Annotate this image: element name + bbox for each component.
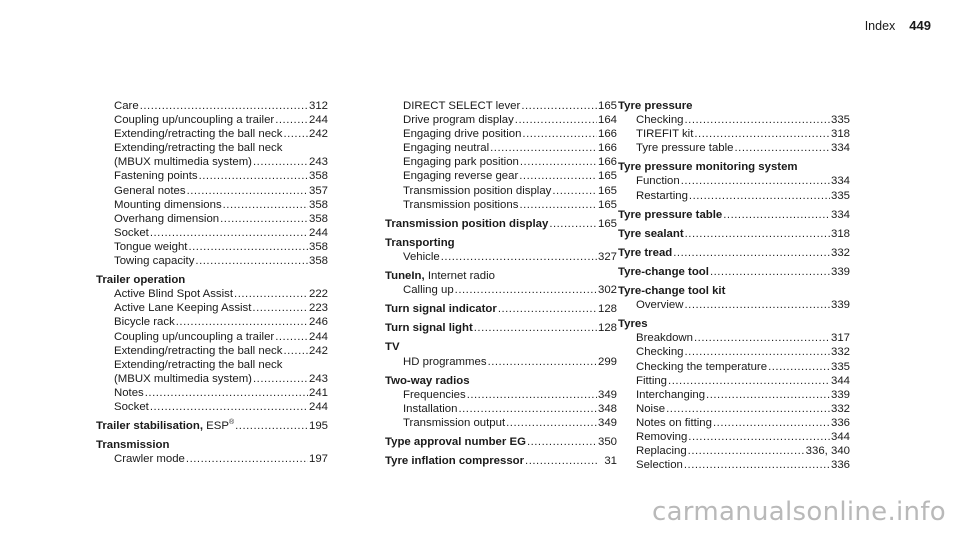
index-subentry-text: Transmission output xyxy=(403,416,506,429)
index-heading xyxy=(618,317,850,331)
page-reference[interactable]: 242 xyxy=(308,128,328,141)
index-subentry xyxy=(96,330,328,344)
page-reference[interactable]: 344 xyxy=(830,374,850,387)
index-subentry xyxy=(96,344,328,358)
index-subentry xyxy=(618,402,850,416)
index-subentry xyxy=(385,184,617,198)
index-subentry xyxy=(96,99,328,113)
dot-leader xyxy=(525,454,598,468)
index-heading xyxy=(618,160,850,174)
index-subentry-text: Removing xyxy=(636,430,688,443)
index-subentry-text: Fastening points xyxy=(114,170,198,183)
dot-leader xyxy=(689,189,830,203)
dot-leader xyxy=(684,458,830,472)
dot-leader xyxy=(253,372,308,386)
dot-leader xyxy=(520,155,597,169)
dot-leader xyxy=(681,174,830,188)
dot-leader xyxy=(252,301,308,315)
dot-leader xyxy=(710,265,830,279)
index-subentry-text: Restarting xyxy=(636,189,688,202)
index-subentry xyxy=(96,358,328,372)
page-reference[interactable]: 166 xyxy=(597,156,617,169)
page-reference[interactable]: 166 xyxy=(597,142,617,155)
index-subentry xyxy=(96,141,328,155)
page-reference[interactable]: 358 xyxy=(308,240,328,253)
index-subentry-text: (MBUX multimedia system) xyxy=(114,372,252,385)
index-subentry-text: Coupling up/uncoupling a trailer xyxy=(114,330,275,343)
index-subentry xyxy=(618,141,850,155)
index-heading xyxy=(618,284,850,298)
page-reference[interactable]: 246 xyxy=(308,316,328,329)
dot-leader xyxy=(234,287,308,301)
page-reference[interactable]: 197 xyxy=(308,453,328,466)
page-reference[interactable]: 336, 340 xyxy=(805,445,850,458)
dot-leader xyxy=(176,315,308,329)
index-subentry xyxy=(96,127,328,141)
index-heading-entry xyxy=(385,321,617,335)
index-heading-entry xyxy=(385,454,617,468)
page-reference[interactable]: 312 xyxy=(308,100,328,112)
page-reference[interactable]: 243 xyxy=(308,372,328,385)
index-subentry xyxy=(618,458,850,472)
index-subentry-text: Installation xyxy=(403,402,458,415)
index-heading xyxy=(385,340,617,354)
index-subentry-text: Tongue weight xyxy=(114,240,188,253)
index-heading-text: Transmission xyxy=(96,439,170,452)
index-subentry xyxy=(96,212,328,226)
index-heading-suffix: ESP xyxy=(202,420,229,433)
index-subentry-text: HD programmes xyxy=(403,355,487,368)
page-reference[interactable]: 299 xyxy=(597,355,617,368)
index-subentry-text: Checking xyxy=(636,114,684,127)
dot-leader xyxy=(150,400,308,414)
index-heading-text: Trailer stabilisation, xyxy=(96,420,203,433)
index-subentry-text: Crawler mode xyxy=(114,453,185,466)
index-subentry-text: Extending/retracting the ball neck xyxy=(114,358,283,371)
page-reference[interactable]: 358 xyxy=(308,198,328,211)
index-subentry xyxy=(385,169,617,183)
index-subentry-text: Bicycle rack xyxy=(114,316,175,329)
dot-leader xyxy=(275,330,308,344)
page-reference[interactable]: 350 xyxy=(597,435,617,448)
index-subentry-text: Transmission positions xyxy=(403,198,519,211)
index-subentry xyxy=(96,198,328,212)
index-subentry-text: Notes on fitting xyxy=(636,416,712,429)
index-subentry-text: Selection xyxy=(636,459,683,472)
index-subentry xyxy=(96,226,328,240)
index-subentry xyxy=(618,345,850,359)
page-reference[interactable]: 335 xyxy=(830,360,850,373)
page-reference[interactable]: 166 xyxy=(597,128,617,141)
index-subentry xyxy=(618,374,850,388)
page-reference[interactable]: 222 xyxy=(308,288,328,301)
page-reference[interactable]: 348 xyxy=(597,402,617,415)
index-subentry xyxy=(618,444,850,458)
index-subentry xyxy=(618,388,850,402)
index-subentry xyxy=(618,127,850,141)
index-subentry-text: Extending/retracting the ball neck xyxy=(114,142,283,155)
index-subentry xyxy=(385,113,617,127)
index-heading-text: Tyre-change tool xyxy=(618,265,709,278)
index-subentry-text: Vehicle xyxy=(403,250,440,263)
index-heading-entry xyxy=(618,227,850,241)
index-subentry xyxy=(96,254,328,268)
index-column-2 xyxy=(385,99,617,468)
dot-leader xyxy=(694,331,830,345)
index-subentry-text: Socket xyxy=(114,226,149,239)
index-heading-entry xyxy=(618,246,850,260)
index-heading-text: Transporting xyxy=(385,236,455,249)
dot-leader xyxy=(275,113,308,127)
page-reference[interactable]: 165 xyxy=(597,198,617,211)
dot-leader xyxy=(474,321,597,335)
index-heading xyxy=(385,269,617,283)
index-subentry-text: Coupling up/uncoupling a trailer xyxy=(114,114,275,127)
index-column-3 xyxy=(618,99,850,472)
dot-leader xyxy=(685,345,830,359)
dot-leader xyxy=(519,169,597,183)
index-subentry-text: Active Blind Spot Assist xyxy=(114,288,234,301)
index-subentry xyxy=(385,355,617,369)
index-subentry-text: Calling up xyxy=(403,284,454,297)
index-subentry xyxy=(385,99,617,113)
index-heading-entry xyxy=(618,208,850,222)
page-reference[interactable]: 243 xyxy=(308,156,328,169)
page-reference[interactable]: 358 xyxy=(308,255,328,268)
index-subentry xyxy=(96,315,328,329)
dot-leader xyxy=(199,169,308,183)
index-heading-text: Tyres xyxy=(618,318,648,331)
index-heading-text: Two-way radios xyxy=(385,374,470,387)
dot-leader xyxy=(145,386,308,400)
index-subentry-text: Replacing xyxy=(636,445,687,458)
page-reference[interactable]: 327 xyxy=(597,250,617,263)
index-subentry xyxy=(96,155,328,169)
index-subentry-text: Care xyxy=(114,100,139,112)
index-heading xyxy=(96,273,328,287)
dot-leader xyxy=(283,127,308,141)
page-reference[interactable]: 349 xyxy=(597,388,617,401)
dot-leader xyxy=(223,198,308,212)
index-subentry xyxy=(618,298,850,312)
page-reference[interactable]: 128 xyxy=(597,322,617,335)
dot-leader xyxy=(253,155,308,169)
page-number: 449 xyxy=(909,18,931,33)
dot-leader xyxy=(441,250,597,264)
dot-leader xyxy=(768,360,830,374)
index-subentry xyxy=(96,240,328,254)
index-subentry xyxy=(385,402,617,416)
dot-leader xyxy=(186,452,308,466)
page-reference[interactable]: 335 xyxy=(830,114,850,127)
index-subentry xyxy=(96,287,328,301)
index-subentry xyxy=(618,189,850,203)
page-reference[interactable]: 244 xyxy=(308,330,328,343)
watermark: carmanualsonline.info xyxy=(651,497,946,527)
index-subentry-text: General notes xyxy=(114,184,186,197)
index-subentry-text: Overhang dimension xyxy=(114,212,220,225)
index-subentry xyxy=(385,283,617,297)
index-heading-entry xyxy=(385,217,617,231)
dot-leader xyxy=(723,208,830,222)
page-reference[interactable]: 244 xyxy=(308,400,328,413)
index-subentry-text: Engaging reverse gear xyxy=(403,170,519,183)
index-subentry-text: Notes xyxy=(114,386,144,399)
page-reference[interactable]: 334 xyxy=(830,208,850,221)
index-heading-text: Tyre tread xyxy=(618,246,673,259)
index-heading-text: Tyre pressure xyxy=(618,100,693,112)
index-subentry-text: DIRECT SELECT lever xyxy=(403,100,521,112)
index-subentry-text: Extending/retracting the ball neck xyxy=(114,128,283,141)
dot-leader xyxy=(519,198,597,212)
index-subentry-text: Interchanging xyxy=(636,388,706,401)
dot-leader xyxy=(188,240,308,254)
dot-leader xyxy=(694,127,830,141)
dot-leader xyxy=(735,141,830,155)
page-reference[interactable]: 339 xyxy=(830,299,850,312)
index-subentry-text: Towing capacity xyxy=(114,255,195,268)
registered-mark: ® xyxy=(228,419,235,427)
page-reference[interactable]: 357 xyxy=(308,184,328,197)
dot-leader xyxy=(713,416,830,430)
dot-leader xyxy=(527,435,597,449)
index-heading-entry xyxy=(96,419,328,433)
dot-leader xyxy=(521,99,597,113)
index-subentry xyxy=(96,301,328,315)
index-heading-text: Trailer operation xyxy=(96,274,186,287)
index-subentry xyxy=(385,416,617,430)
index-subentry xyxy=(385,155,617,169)
index-heading-text: Transmission position display xyxy=(385,217,549,230)
index-subentry-text: Engaging park position xyxy=(403,156,519,169)
index-subentry-text: Mounting dimensions xyxy=(114,198,222,211)
index-subentry-text: Checking xyxy=(636,346,684,359)
page-reference[interactable]: 339 xyxy=(830,265,850,278)
index-subentry-text: Engaging neutral xyxy=(403,142,490,155)
index-subentry xyxy=(385,250,617,264)
index-subentry-text: Tyre pressure table xyxy=(636,142,734,155)
page-reference[interactable]: 317 xyxy=(830,332,850,345)
index-subentry xyxy=(96,169,328,183)
index-subentry-text: Socket xyxy=(114,400,149,413)
index-subentry xyxy=(96,372,328,386)
dot-leader xyxy=(515,113,597,127)
dot-leader xyxy=(498,302,597,316)
dot-leader xyxy=(522,127,597,141)
dot-leader xyxy=(666,402,830,416)
page-reference[interactable]: 164 xyxy=(597,114,617,127)
page-reference[interactable]: 244 xyxy=(308,114,328,127)
page-reference[interactable]: 318 xyxy=(830,227,850,240)
index-heading-text: TuneIn, xyxy=(385,270,425,283)
dot-leader xyxy=(506,416,597,430)
index-subentry-text: Fitting xyxy=(636,374,668,387)
index-subentry-text: Active Lane Keeping Assist xyxy=(114,302,252,315)
index-heading-text: TV xyxy=(385,341,400,354)
page-reference[interactable]: 241 xyxy=(308,386,328,399)
page-reference[interactable]: 31 xyxy=(604,455,617,468)
index-subentry xyxy=(96,184,328,198)
dot-leader xyxy=(684,298,830,312)
dot-leader xyxy=(455,283,597,297)
page-reference[interactable]: 165 xyxy=(597,217,617,230)
index-heading-text: Tyre pressure table xyxy=(618,208,723,221)
section-title: Index xyxy=(864,19,896,33)
page-reference[interactable]: 318 xyxy=(830,128,850,141)
dot-leader xyxy=(552,184,597,198)
index-subentry xyxy=(385,388,617,402)
index-heading-text: Turn signal light xyxy=(385,322,473,335)
page-reference[interactable]: 165 xyxy=(597,184,617,197)
index-heading-entry xyxy=(385,435,617,449)
index-subentry xyxy=(618,331,850,345)
index-heading-text: Tyre pressure monitoring system xyxy=(618,161,798,174)
dot-leader xyxy=(685,113,830,127)
index-subentry xyxy=(385,127,617,141)
index-subentry xyxy=(96,452,328,466)
index-column-1 xyxy=(96,99,328,466)
dot-leader xyxy=(490,141,597,155)
index-subentry-text: TIREFIT kit xyxy=(636,128,694,141)
dot-leader xyxy=(706,388,830,402)
page-reference[interactable]: 195 xyxy=(308,420,328,433)
index-subentry xyxy=(385,198,617,212)
page-reference[interactable]: 344 xyxy=(830,430,850,443)
dot-leader xyxy=(283,344,308,358)
index-heading-entry xyxy=(618,265,850,279)
index-heading-suffix: Internet radio xyxy=(424,270,495,283)
index-subentry xyxy=(96,386,328,400)
index-heading-text: Turn signal indicator xyxy=(385,303,497,316)
index-subentry xyxy=(618,416,850,430)
index-subentry xyxy=(96,113,328,127)
dot-leader xyxy=(235,419,308,433)
index-subentry-text: Frequencies xyxy=(403,388,466,401)
index-subentry-text: Function xyxy=(636,175,680,188)
index-subentry-text: Extending/retracting the ball neck xyxy=(114,344,283,357)
dot-leader xyxy=(467,388,597,402)
dot-leader xyxy=(673,246,830,260)
page-reference[interactable]: 165 xyxy=(597,170,617,183)
page-reference[interactable]: 349 xyxy=(597,416,617,429)
page-reference[interactable]: 339 xyxy=(830,388,850,401)
page-reference[interactable]: 336 xyxy=(830,459,850,472)
dot-leader xyxy=(688,430,830,444)
index-subentry xyxy=(618,360,850,374)
index-heading-text: Tyre sealant xyxy=(618,227,684,240)
page-reference[interactable]: 244 xyxy=(308,226,328,239)
index-heading xyxy=(96,438,328,452)
page-reference[interactable]: 302 xyxy=(597,284,617,297)
index-heading-entry xyxy=(385,302,617,316)
dot-leader xyxy=(220,212,308,226)
index-subentry xyxy=(618,430,850,444)
index-heading xyxy=(385,374,617,388)
dot-leader xyxy=(488,355,597,369)
page-reference[interactable]: 165 xyxy=(597,100,617,112)
page-reference[interactable]: 332 xyxy=(830,246,850,259)
index-heading-text: Type approval number EG xyxy=(385,435,526,448)
dot-leader xyxy=(685,227,830,241)
dot-leader xyxy=(688,444,805,458)
page-reference[interactable]: 358 xyxy=(308,170,328,183)
page-reference[interactable]: 336 xyxy=(830,416,850,429)
dot-leader xyxy=(195,254,308,268)
index-subentry-text: Transmission position display xyxy=(403,184,552,197)
index-subentry xyxy=(96,400,328,414)
dot-leader xyxy=(668,374,830,388)
index-subentry-text: Checking the temperature xyxy=(636,360,768,373)
page-reference[interactable]: 223 xyxy=(308,302,328,315)
index-heading xyxy=(618,99,850,113)
page-reference[interactable]: 332 xyxy=(830,346,850,359)
index-subentry xyxy=(618,113,850,127)
page-reference[interactable]: 128 xyxy=(597,303,617,316)
index-subentry-text: (MBUX multimedia system) xyxy=(114,156,252,169)
index-subentry xyxy=(385,141,617,155)
index-subentry-text: Drive program display xyxy=(403,114,514,127)
index-heading-text: Tyre inflation compressor xyxy=(385,455,525,468)
dot-leader xyxy=(549,217,597,231)
page-reference[interactable]: 335 xyxy=(830,189,850,202)
dot-leader xyxy=(458,402,597,416)
index-subentry-text: Breakdown xyxy=(636,332,693,345)
index-subentry-text: Overview xyxy=(636,299,684,312)
index-subentry-text: Noise xyxy=(636,402,666,415)
index-subentry-text: Engaging drive position xyxy=(403,128,522,141)
page-reference[interactable]: 332 xyxy=(830,402,850,415)
page-reference[interactable]: 334 xyxy=(830,175,850,188)
page-reference[interactable]: 358 xyxy=(308,212,328,225)
index-heading xyxy=(385,236,617,250)
index-heading-text: Tyre-change tool kit xyxy=(618,285,726,298)
dot-leader xyxy=(140,99,308,113)
dot-leader xyxy=(187,184,308,198)
index-subentry xyxy=(618,174,850,188)
page-reference[interactable]: 242 xyxy=(308,344,328,357)
page-reference[interactable]: 334 xyxy=(830,142,850,155)
page-header xyxy=(865,18,931,33)
dot-leader xyxy=(150,226,308,240)
